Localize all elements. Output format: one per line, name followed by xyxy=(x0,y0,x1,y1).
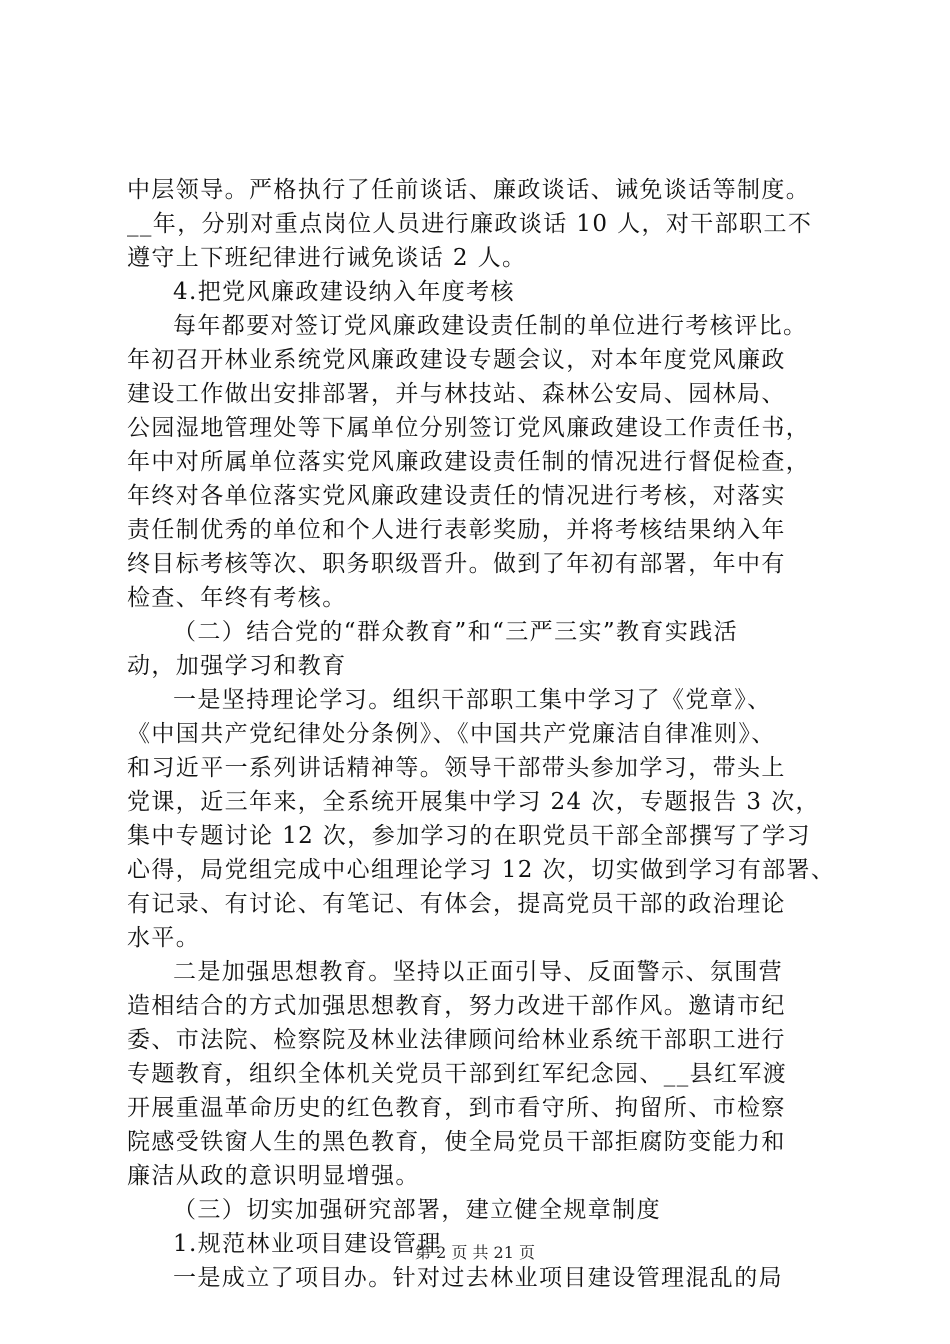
text-line: 水平。 xyxy=(127,925,201,951)
text-line: 院感受铁窗人生的黑色教育，使全局党员干部拒腐防变能力和 xyxy=(127,1129,786,1155)
text-line: 委、市法院、检察院及林业法律顾问给林业系统干部职工进行 xyxy=(127,1027,786,1053)
text-line: 年初召开林业系统党风廉政建设专题会议，对本年度党风廉政 xyxy=(127,347,786,373)
text-line: 《中国共产党纪律处分条例》、《中国共产党廉洁自律准则》、 xyxy=(127,721,776,747)
text-line: 遵守上下班纪律进行诫免谈话 2 人。 xyxy=(127,245,527,271)
text-line: 心得，局党组完成中心组理论学习 12 次，切实做到学习有部署、 xyxy=(127,857,836,883)
text-line: 责任制优秀的单位和个人进行表彰奖励，并将考核结果纳入年 xyxy=(127,517,786,543)
text-line: __年，分别对重点岗位人员进行廉政谈话 10 人，对干部职工不 xyxy=(127,211,813,237)
text-line: 开展重温革命历史的红色教育，到市看守所、拘留所、市检察 xyxy=(127,1095,786,1121)
document-body xyxy=(127,173,843,1295)
text-line: 公园湿地管理处等下属单位分别签订党风廉政建设工作责任书， xyxy=(127,415,811,441)
text-line: 一是坚持理论学习。组织干部职工集中学习了《党章》、 xyxy=(173,687,772,713)
text-line: 有记录、有讨论、有笔记、有体会，提高党员干部的政治理论 xyxy=(127,891,786,917)
text-line: 廉洁从政的意识明显增强。 xyxy=(127,1163,420,1189)
text-line: 年终对各单位落实党风廉政建设责任的情况进行考核，对落实 xyxy=(127,483,786,509)
text-line: 党课，近三年来，全系统开展集中学习 24 次，专题报告 3 次， xyxy=(127,789,820,815)
text-line: 建设工作做出安排部署，并与林技站、森林公安局、园林局、 xyxy=(127,381,786,407)
text-line: 造相结合的方式加强思想教育，努力改进干部作风。邀请市纪 xyxy=(127,993,786,1019)
text-line: 一是成立了项目办。针对过去林业项目建设管理混乱的局 xyxy=(173,1265,783,1291)
text-line: 4.把党风廉政建设纳入年度考核 xyxy=(173,279,515,305)
text-line: 年中对所属单位落实党风廉政建设责任制的情况进行督促检查， xyxy=(127,449,811,475)
text-line: 和习近平一系列讲话精神等。领导干部带头参加学习，带头上 xyxy=(127,755,786,781)
text-line: 专题教育，组织全体机关党员干部到红军纪念园、__县红军渡 xyxy=(127,1061,788,1087)
text-line: 中层领导。严格执行了任前谈话、廉政谈话、诫免谈话等制度。 xyxy=(127,177,811,203)
text-line: （二）结合党的“群众教育”和“三严三实”教育实践活 xyxy=(173,619,739,645)
text-line: 1.规范林业项目建设管理 xyxy=(173,1231,442,1257)
text-line: 终目标考核等次、职务职级晋升。做到了年初有部署，年中有 xyxy=(127,551,786,577)
text-line: 二是加强思想教育。坚持以正面引导、反面警示、氛围营 xyxy=(173,959,783,985)
text-line: （三）切实加强研究部署，建立健全规章制度 xyxy=(173,1197,661,1223)
text-line: 集中专题讨论 12 次，参加学习的在职党员干部全部撰写了学习 xyxy=(127,823,811,849)
text-line: 检查、年终有考核。 xyxy=(127,585,347,611)
text-line: 每年都要对签订党风廉政建设责任制的单位进行考核评比。 xyxy=(173,313,808,339)
text-line: 动，加强学习和教育 xyxy=(127,653,347,679)
page-number-footer: 第 2 页 共 21 页 xyxy=(415,1243,535,1262)
